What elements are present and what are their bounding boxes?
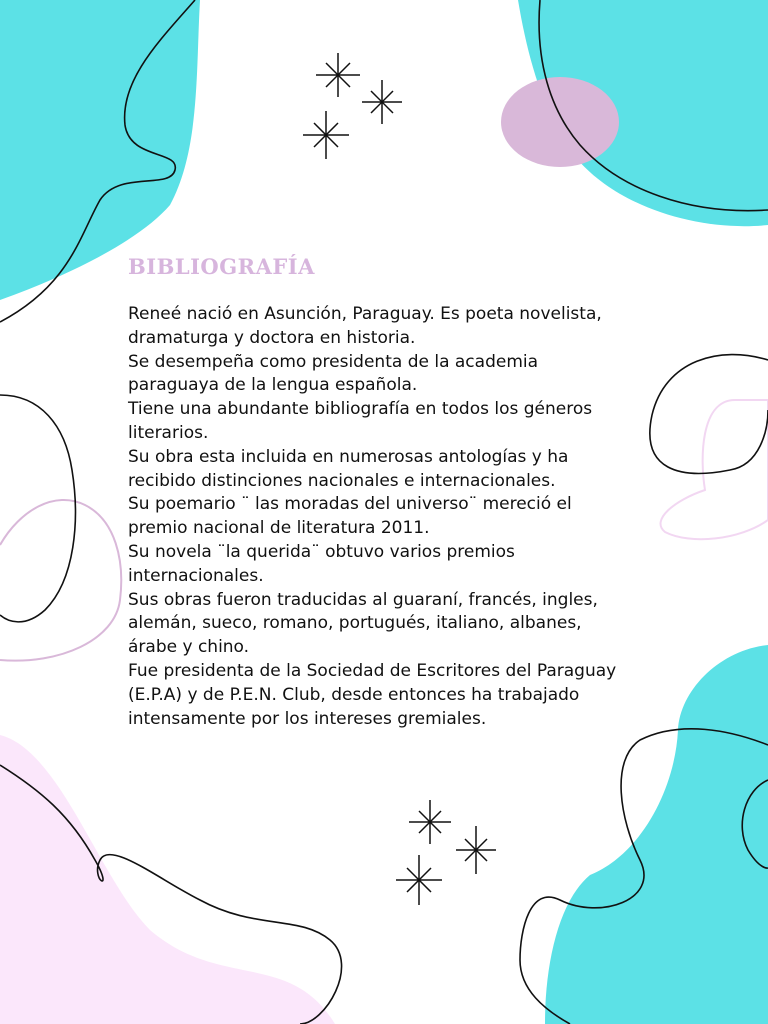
sparkle-group-bottom	[396, 800, 496, 905]
text-line: Sus obras fueron traducidas al guaraní, francés, ingles,	[128, 589, 598, 610]
text-line: Fue presidenta de la Sociedad de Escritores del Paraguay	[128, 660, 617, 681]
page-title: BIBLIOGRAFÍA	[128, 254, 315, 279]
text-line: Reneé nació en Asunción, Paraguay. Es poeta novelista,	[128, 304, 602, 324]
text-line: Su poemario ¨ las moradas del universo¨ mereció el	[128, 494, 572, 515]
text-line: premio nacional de literatura 2011.	[128, 518, 430, 539]
text-line: paraguaya de la lengua española.	[128, 375, 418, 396]
document-content	[128, 250, 648, 731]
text-line: intensamente por los intereses gremiales.	[128, 708, 487, 729]
sparkle-icon	[396, 855, 442, 905]
text-line: Se desempeña como presidenta de la academia	[128, 351, 539, 372]
text-line: internacionales.	[128, 565, 264, 586]
text-line: Su obra esta incluida en numerosas antologías y ha	[128, 446, 569, 467]
sparkle-icon	[303, 111, 349, 159]
pink-outline-right	[661, 400, 768, 539]
text-line: recibido distinciones nacionales e internacionales.	[128, 470, 556, 491]
sparkle-icon	[316, 53, 360, 97]
sparkle-icon	[409, 800, 451, 844]
pink-blob-bottom-left	[0, 735, 335, 1024]
text-line: árabe y chino.	[128, 637, 250, 658]
lavender-outline-left	[0, 500, 121, 661]
lavender-oval	[501, 77, 619, 167]
text-line: Su novela ¨la querida¨ obtuvo varios premios	[128, 541, 515, 562]
sparkle-icon	[362, 80, 402, 124]
text-line: (E.P.A) y de P.E.N. Club, desde entonces ha trabajado	[128, 684, 580, 705]
text-line: dramaturga y doctora en historia.	[128, 327, 416, 348]
sparkle-group-top	[303, 53, 402, 159]
sparkle-icon	[456, 826, 496, 874]
body-text	[128, 303, 648, 731]
text-line: literarios.	[128, 422, 209, 443]
text-line: Tiene una abundante bibliografía en todos los géneros	[128, 399, 593, 420]
text-line: alemán, sueco, romano, portugués, italiano, albanes,	[128, 613, 582, 634]
